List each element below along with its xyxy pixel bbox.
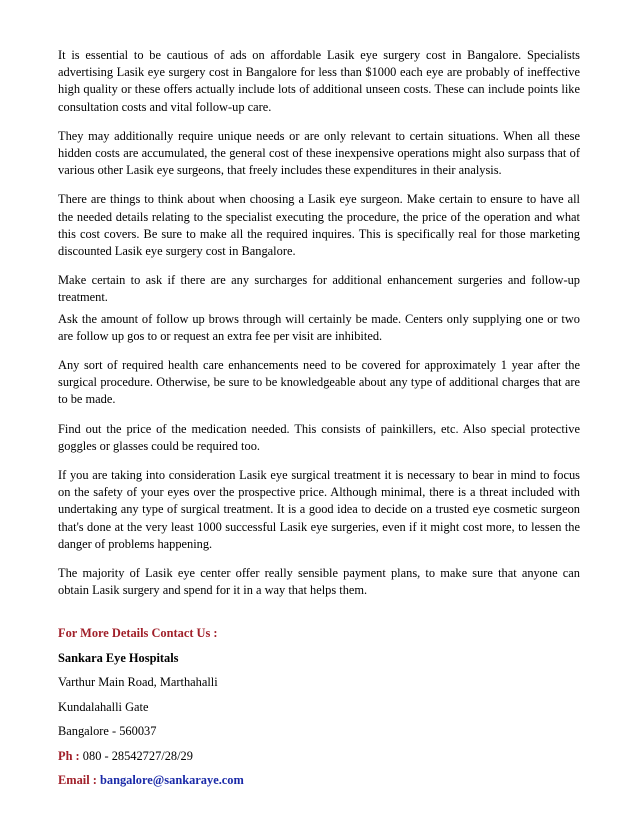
hospital-name: Sankara Eye Hospitals [58, 650, 179, 665]
address-line-3: Bangalore - 560037 [58, 724, 157, 739]
paragraph-safety: If you are taking into consideration Lasik eye surgical treatment it is necessary to bear in mind to focus on the safety of your eyes over the prospective price. Although minimal, there is a threat included with undertaking any type of surgical treatment. It is a good idea to decide on a trusted eye cosmetic surgeon that's done at the very least 1000 successful Lasik eye surgeries, even if it might cost more, to lessen the danger of problems happening. [58, 468, 580, 551]
address-line-2: Kundalahalli Gate [58, 699, 149, 714]
paragraph-ads-caution: It is essential to be cautious of ads on affordable Lasik eye surgery cost in Bangalore. Specialists advertising Lasik eye surgery cost in Bangalore for less than $1000 each eye are probably of ineffective high quality or these offers actually include lots of additional unseen costs. These can include points like consultation costs and vital follow-up care. [58, 48, 580, 114]
paragraph-hidden-costs: They may additionally require unique needs or are only relevant to certain situations. When all these hidden costs are accumulated, the general cost of these inexpensive operations might also surpass that of various other Lasik eye surgeons, that freely includes these expenditures in their analysis. [58, 128, 580, 178]
paragraph-surcharges: Make certain to ask if there are any surcharges for additional enhancement surgeries and follow-up treatment. [58, 273, 580, 305]
contact-block [58, 625, 580, 789]
email-label: Email : [58, 773, 97, 788]
email-link[interactable]: bangalore@sankaraye.com [100, 773, 244, 788]
phone-line [58, 748, 580, 765]
phone-label: Ph : [58, 748, 80, 763]
paragraph-follow-up: Ask the amount of follow up brows through will certainly be made. Centers only supplying one or two are follow up gos to or request an extra fee per visit are inhibited. [58, 311, 580, 343]
paragraph-choosing-surgeon: There are things to think about when choosing a Lasik eye surgeon. Make certain to ensure to have all the needed details relating to the specialist executing the procedure, the price of the operation and what this cost covers. Be sure to make all the required inquires. This is specifically real for those marketing discounted Lasik eye surgery cost in Bangalore. [58, 192, 580, 259]
paragraph-enhancements: Any sort of required health care enhancements need to be covered for approximately 1 year after the surgical procedure. Otherwise, be sure to be knowledgeable about any type of additional charges that are to be made. [58, 358, 580, 407]
paragraph-medication: Find out the price of the medication needed. This consists of painkillers, etc. Also special protective goggles or glasses could be required too. [58, 421, 580, 453]
contact-heading: For More Details Contact Us : [58, 626, 218, 641]
email-line [58, 772, 580, 789]
phone-value: 080 - 28542727/28/29 [82, 748, 193, 763]
paragraph-payment-plans: The majority of Lasik eye center offer really sensible payment plans, to make sure that anyone can obtain Lasik surgery and spend for it in a way that helps them. [58, 566, 580, 598]
address-line-1: Varthur Main Road, Marthahalli [58, 675, 218, 690]
